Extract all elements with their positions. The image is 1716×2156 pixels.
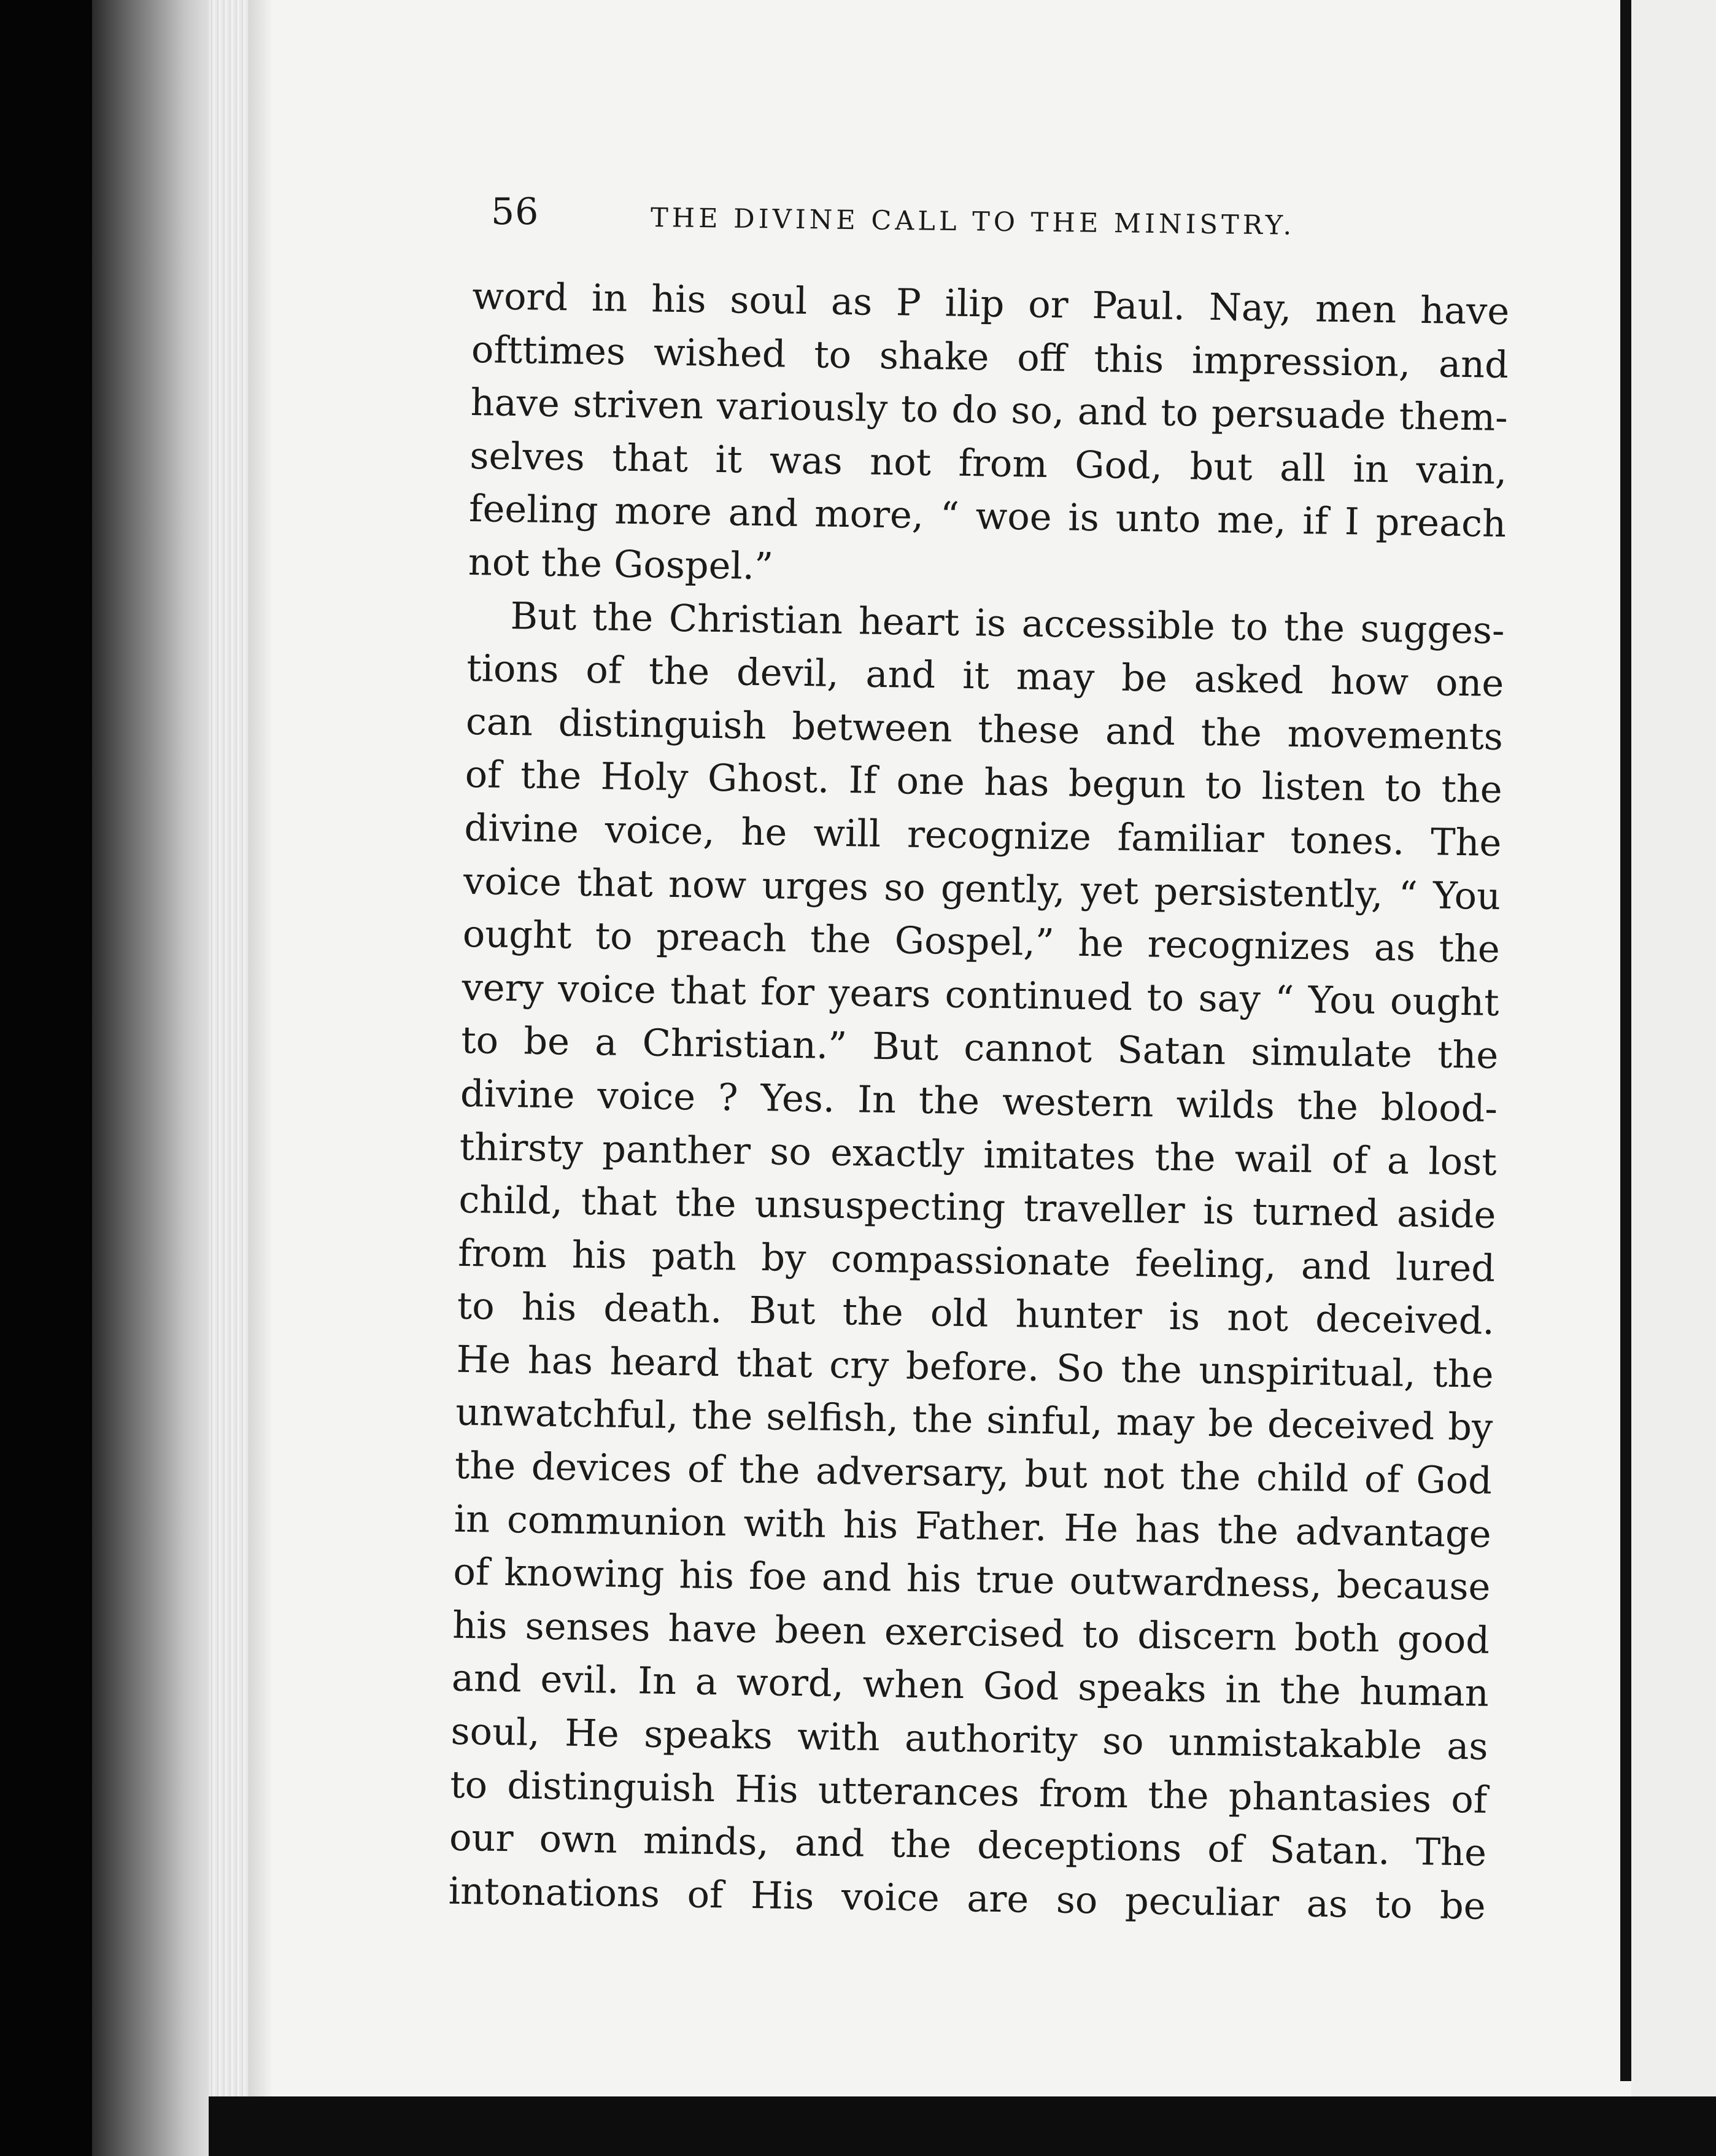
text-line: selves that it was not from God, but all in vain, (469, 434, 1507, 493)
book-gutter-shadow (0, 0, 92, 2156)
text-line: word in his soul as P ilip or Paul. Nay, men have (471, 274, 1510, 334)
text-line: and evil. In a word, when God speaks in the human (451, 1657, 1490, 1716)
text-line: to his death. But the old hunter is not deceived. (457, 1285, 1495, 1344)
text-line: not the Gospel.” (468, 540, 774, 589)
running-head (491, 184, 1547, 252)
text-line: of the Holy Ghost. If one has begun to listen to the (465, 753, 1503, 812)
text-line: child, that the unsuspecting traveller is turned aside (458, 1178, 1496, 1237)
scan-bottom-margin (209, 2096, 1716, 2156)
text-line: feeling more and more, “ woe is unto me, if I preach (468, 487, 1507, 546)
text-line: ofttimes wished to shake off this impression, and (471, 328, 1509, 387)
text-line: to distinguish His utterances from the phantasies of (449, 1763, 1488, 1822)
text-line: can distinguish between these and the movements (465, 700, 1504, 759)
text-line: to be a Christian.” But cannot Satan simulate the (460, 1019, 1499, 1078)
page-number: 56 (491, 190, 539, 233)
paragraph (448, 589, 1505, 1934)
text-line: have striven variously to do so, and to persuade them- (470, 381, 1509, 440)
text-line: thirsty panther so exactly imitates the wail of a lost (459, 1125, 1498, 1184)
book-spine-edge (92, 0, 215, 2156)
text-line: He has heard that cry before. So the unspiritual, the (456, 1338, 1494, 1397)
text-line: divine voice ? Yes. In the western wilds the blood- (460, 1072, 1498, 1131)
text-line: voice that now urges so gently, yet persistently, “ You (463, 859, 1501, 918)
next-page-border (1620, 0, 1631, 2081)
page-edges (209, 0, 252, 2112)
text-line: from his path by compassionate feeling, and lured (457, 1231, 1496, 1290)
page-curl-shadow (249, 0, 273, 2096)
text-line: our own minds, and the deceptions of Satan. The (449, 1816, 1487, 1875)
text-line: very voice that for years continued to say “ You ought (462, 966, 1499, 1025)
text-line: of knowing his foe and his true outwardness, because (453, 1551, 1491, 1610)
text-line: But the Christian heart is accessible to the sugges- (510, 594, 1505, 653)
text-line: ought to preach the Gospel,” he recognizes as the (462, 913, 1501, 972)
text-line: intonations of His voice are so peculiar as to be (448, 1869, 1486, 1928)
text-line: the devices of the adversary, but not the child of God (454, 1444, 1493, 1503)
text-line: divine voice, he will recognize familiar tones. The (463, 806, 1502, 865)
body-text (448, 270, 1510, 1933)
running-title: THE DIVINE CALL TO THE MINISTRY. (650, 203, 1296, 241)
next-page-edge (1631, 0, 1716, 2156)
text-line: his senses have been exercised to discern both good (452, 1603, 1490, 1662)
text-line: tions of the devil, and it may be asked how one (466, 647, 1504, 706)
paragraph (468, 270, 1510, 605)
text-line: soul, He speaks with authority so unmistakable as (450, 1710, 1489, 1769)
text-line: unwatchful, the selfish, the sinful, may be deceived by (455, 1391, 1493, 1450)
text-line: in communion with his Father. He has the advantage (454, 1497, 1492, 1556)
